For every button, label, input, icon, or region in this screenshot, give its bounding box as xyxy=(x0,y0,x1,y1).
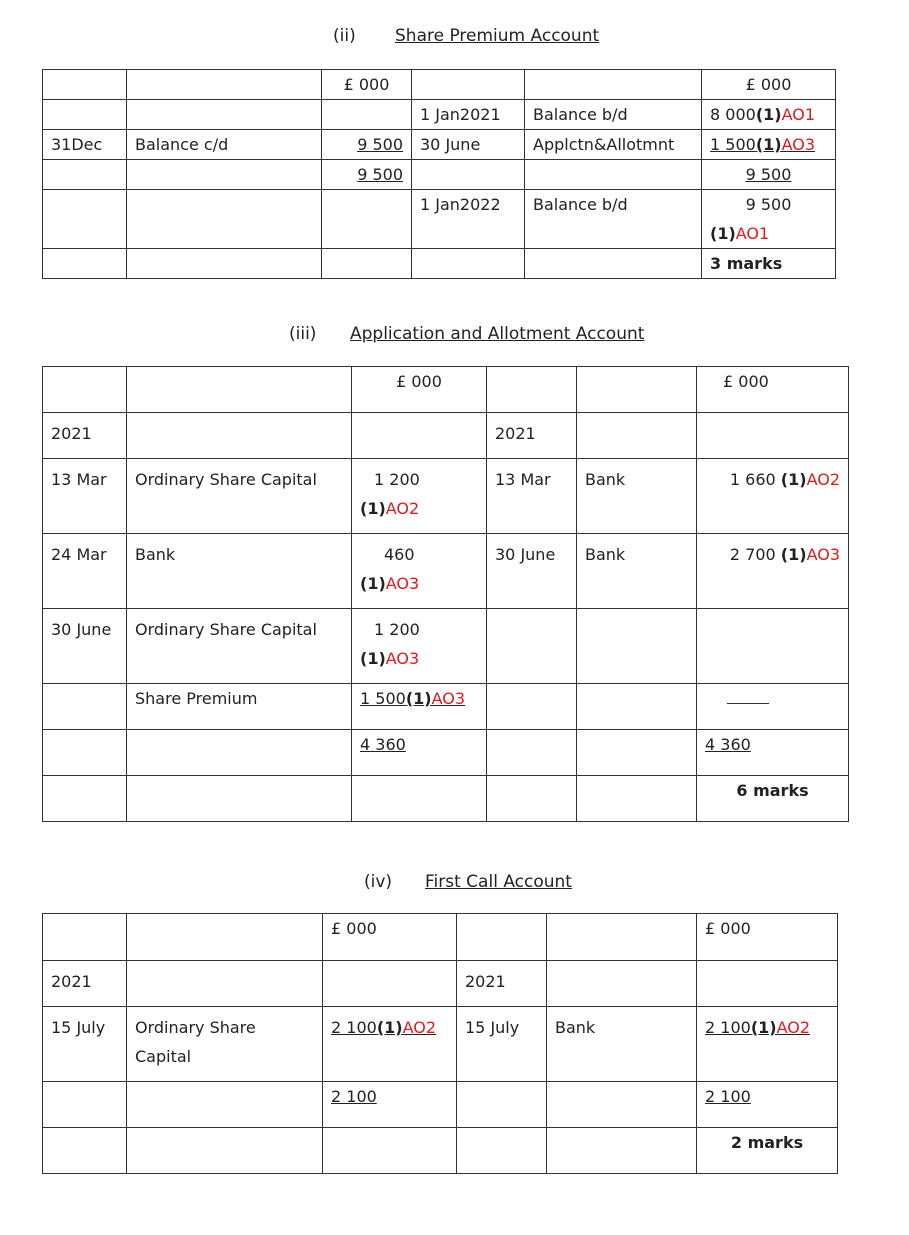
cr-total-cell xyxy=(702,160,836,190)
table-row xyxy=(43,1128,838,1174)
table-row xyxy=(43,367,849,413)
cr-amount-cell xyxy=(702,190,836,249)
marks-total: 2 marks xyxy=(697,1128,838,1174)
dr-amount-cell xyxy=(352,609,487,684)
cr-amount-value: 1 500 xyxy=(710,135,756,154)
cr-date: 30 June xyxy=(412,130,525,160)
dr-amount-cell xyxy=(322,130,412,160)
dr-total: 2 100 xyxy=(331,1087,377,1106)
cr-description: Bank xyxy=(577,459,697,534)
dr-date: 31Dec xyxy=(43,130,127,160)
table-row xyxy=(43,961,838,1007)
ao-label: AO2 xyxy=(385,499,420,518)
app-allot-heading xyxy=(289,324,689,348)
dr-description: Ordinary Share Capital xyxy=(127,609,352,684)
dr-date: 15 July xyxy=(43,1007,127,1082)
dr-description-line-2: Capital xyxy=(135,1047,192,1066)
table-row xyxy=(43,413,849,459)
dr-description: Bank xyxy=(127,534,352,609)
dr-date: 13 Mar xyxy=(43,459,127,534)
mark-label: (1) xyxy=(750,1018,777,1037)
dr-amount: 1 200 xyxy=(374,620,420,639)
dr-amount: 9 500 xyxy=(357,135,403,154)
table-row xyxy=(43,190,836,249)
cr-total: 4 360 xyxy=(705,735,751,754)
ao-label: AO1 xyxy=(781,105,816,124)
mark-label: (1) xyxy=(405,689,432,708)
cr-description: Balance b/d xyxy=(525,190,702,249)
dr-currency-header: £ 000 xyxy=(323,914,457,961)
table-row xyxy=(43,249,836,279)
cr-amount-cell xyxy=(702,100,836,130)
mark-label: (1) xyxy=(360,499,386,518)
cr-date: 15 July xyxy=(457,1007,547,1082)
dr-total-cell xyxy=(352,730,487,776)
mark-label: (1) xyxy=(780,470,807,489)
cr-currency-header: £ 000 xyxy=(702,70,836,100)
dr-currency-header: £ 000 xyxy=(352,367,487,413)
blank-underline xyxy=(727,691,769,704)
cr-amount: 8 000 xyxy=(710,105,756,124)
share-premium-heading xyxy=(333,26,633,50)
cr-total-cell xyxy=(697,1082,838,1128)
ao-label: AO2 xyxy=(776,1018,811,1037)
cr-amount-cell xyxy=(697,1007,838,1082)
dr-amount xyxy=(331,1018,436,1037)
cr-amount xyxy=(705,1018,810,1037)
cr-date: 30 June xyxy=(487,534,577,609)
dr-year: 2021 xyxy=(43,413,127,459)
marks-total: 6 marks xyxy=(697,776,849,822)
table-row xyxy=(43,914,838,961)
table-row xyxy=(43,684,849,730)
cr-total: 9 500 xyxy=(745,165,792,184)
mark-label: (1) xyxy=(755,105,782,124)
cr-total: 2 100 xyxy=(705,1087,751,1106)
cr-date: 1 Jan2022 xyxy=(412,190,525,249)
ao-label: AO3 xyxy=(781,135,816,154)
dr-total: 9 500 xyxy=(357,165,403,184)
cr-amount: 2 700 xyxy=(729,545,776,564)
dr-total-cell xyxy=(323,1082,457,1128)
dr-description: Balance c/d xyxy=(127,130,322,160)
ao-label: AO2 xyxy=(402,1018,437,1037)
cr-amount-cell xyxy=(702,130,836,160)
table-row xyxy=(43,534,849,609)
cr-currency-header: £ 000 xyxy=(697,914,838,961)
cr-amount xyxy=(710,135,815,154)
mark-label: (1) xyxy=(780,545,807,564)
app-allot-table xyxy=(42,366,849,822)
ao-label: AO3 xyxy=(385,649,420,668)
dr-total-cell xyxy=(322,160,412,190)
cr-description: Applctn&Allotmnt xyxy=(525,130,702,160)
dr-date: 30 June xyxy=(43,609,127,684)
cr-amount: 9 500 xyxy=(745,195,792,214)
dr-currency-header: £ 000 xyxy=(322,70,412,100)
cr-date: 1 Jan2021 xyxy=(412,100,525,130)
cr-amount-value: 2 100 xyxy=(705,1018,751,1037)
dr-year: 2021 xyxy=(43,961,127,1007)
section-number: (ii) xyxy=(333,26,356,46)
dr-description: Ordinary Share Capital xyxy=(127,459,352,534)
table-row xyxy=(43,1082,838,1128)
mark-label: (1) xyxy=(710,224,736,243)
dr-description-line-1: Ordinary Share xyxy=(135,1018,256,1037)
ao-label: AO3 xyxy=(806,545,840,564)
dr-amount-cell xyxy=(323,1007,457,1082)
cr-currency-header: £ 000 xyxy=(697,367,849,413)
first-call-table xyxy=(42,913,838,1174)
table-row xyxy=(43,459,849,534)
dr-total: 4 360 xyxy=(360,735,406,754)
dr-date: 24 Mar xyxy=(43,534,127,609)
mark-label: (1) xyxy=(755,135,782,154)
section-number: (iv) xyxy=(364,872,393,892)
cr-description: Bank xyxy=(577,534,697,609)
dr-amount xyxy=(360,689,465,708)
table-row xyxy=(43,730,849,776)
dr-amount-cell xyxy=(352,534,487,609)
app-allot-title: Application and Allotment Account xyxy=(350,324,645,344)
dr-amount: 1 200 xyxy=(374,470,420,489)
table-row xyxy=(43,776,849,822)
marks-total: 3 marks xyxy=(702,249,836,279)
dr-description xyxy=(127,1007,323,1082)
dr-description: Share Premium xyxy=(127,684,352,730)
table-row xyxy=(43,609,849,684)
share-premium-table xyxy=(42,69,836,279)
ao-label: AO3 xyxy=(385,574,420,593)
table-row xyxy=(43,100,836,130)
cr-description: Balance b/d xyxy=(525,100,702,130)
ao-label: AO1 xyxy=(735,224,770,243)
mark-label: (1) xyxy=(360,574,386,593)
cr-date: 13 Mar xyxy=(487,459,577,534)
table-row xyxy=(43,130,836,160)
first-call-heading xyxy=(364,872,624,896)
ao-label: AO3 xyxy=(431,689,466,708)
first-call-title: First Call Account xyxy=(425,872,572,892)
dr-amount-value: 1 500 xyxy=(360,689,406,708)
cr-year: 2021 xyxy=(487,413,577,459)
cr-amount: 1 660 xyxy=(729,470,776,489)
cr-description: Bank xyxy=(547,1007,697,1082)
mark-label: (1) xyxy=(376,1018,403,1037)
dr-amount-cell xyxy=(352,684,487,730)
cr-amount-cell xyxy=(697,534,849,609)
cr-total-cell xyxy=(697,730,849,776)
mark-label: (1) xyxy=(360,649,386,668)
dr-amount-value: 2 100 xyxy=(331,1018,377,1037)
dr-amount-cell xyxy=(352,459,487,534)
dr-amount: 460 xyxy=(384,545,415,564)
cr-year: 2021 xyxy=(457,961,547,1007)
cr-blank-line-cell xyxy=(697,684,849,730)
table-row xyxy=(43,1007,838,1082)
cr-amount-cell xyxy=(697,459,849,534)
table-row xyxy=(43,160,836,190)
section-number: (iii) xyxy=(289,324,317,344)
share-premium-title: Share Premium Account xyxy=(395,26,600,46)
ao-label: AO2 xyxy=(806,470,840,489)
table-row xyxy=(43,70,836,100)
